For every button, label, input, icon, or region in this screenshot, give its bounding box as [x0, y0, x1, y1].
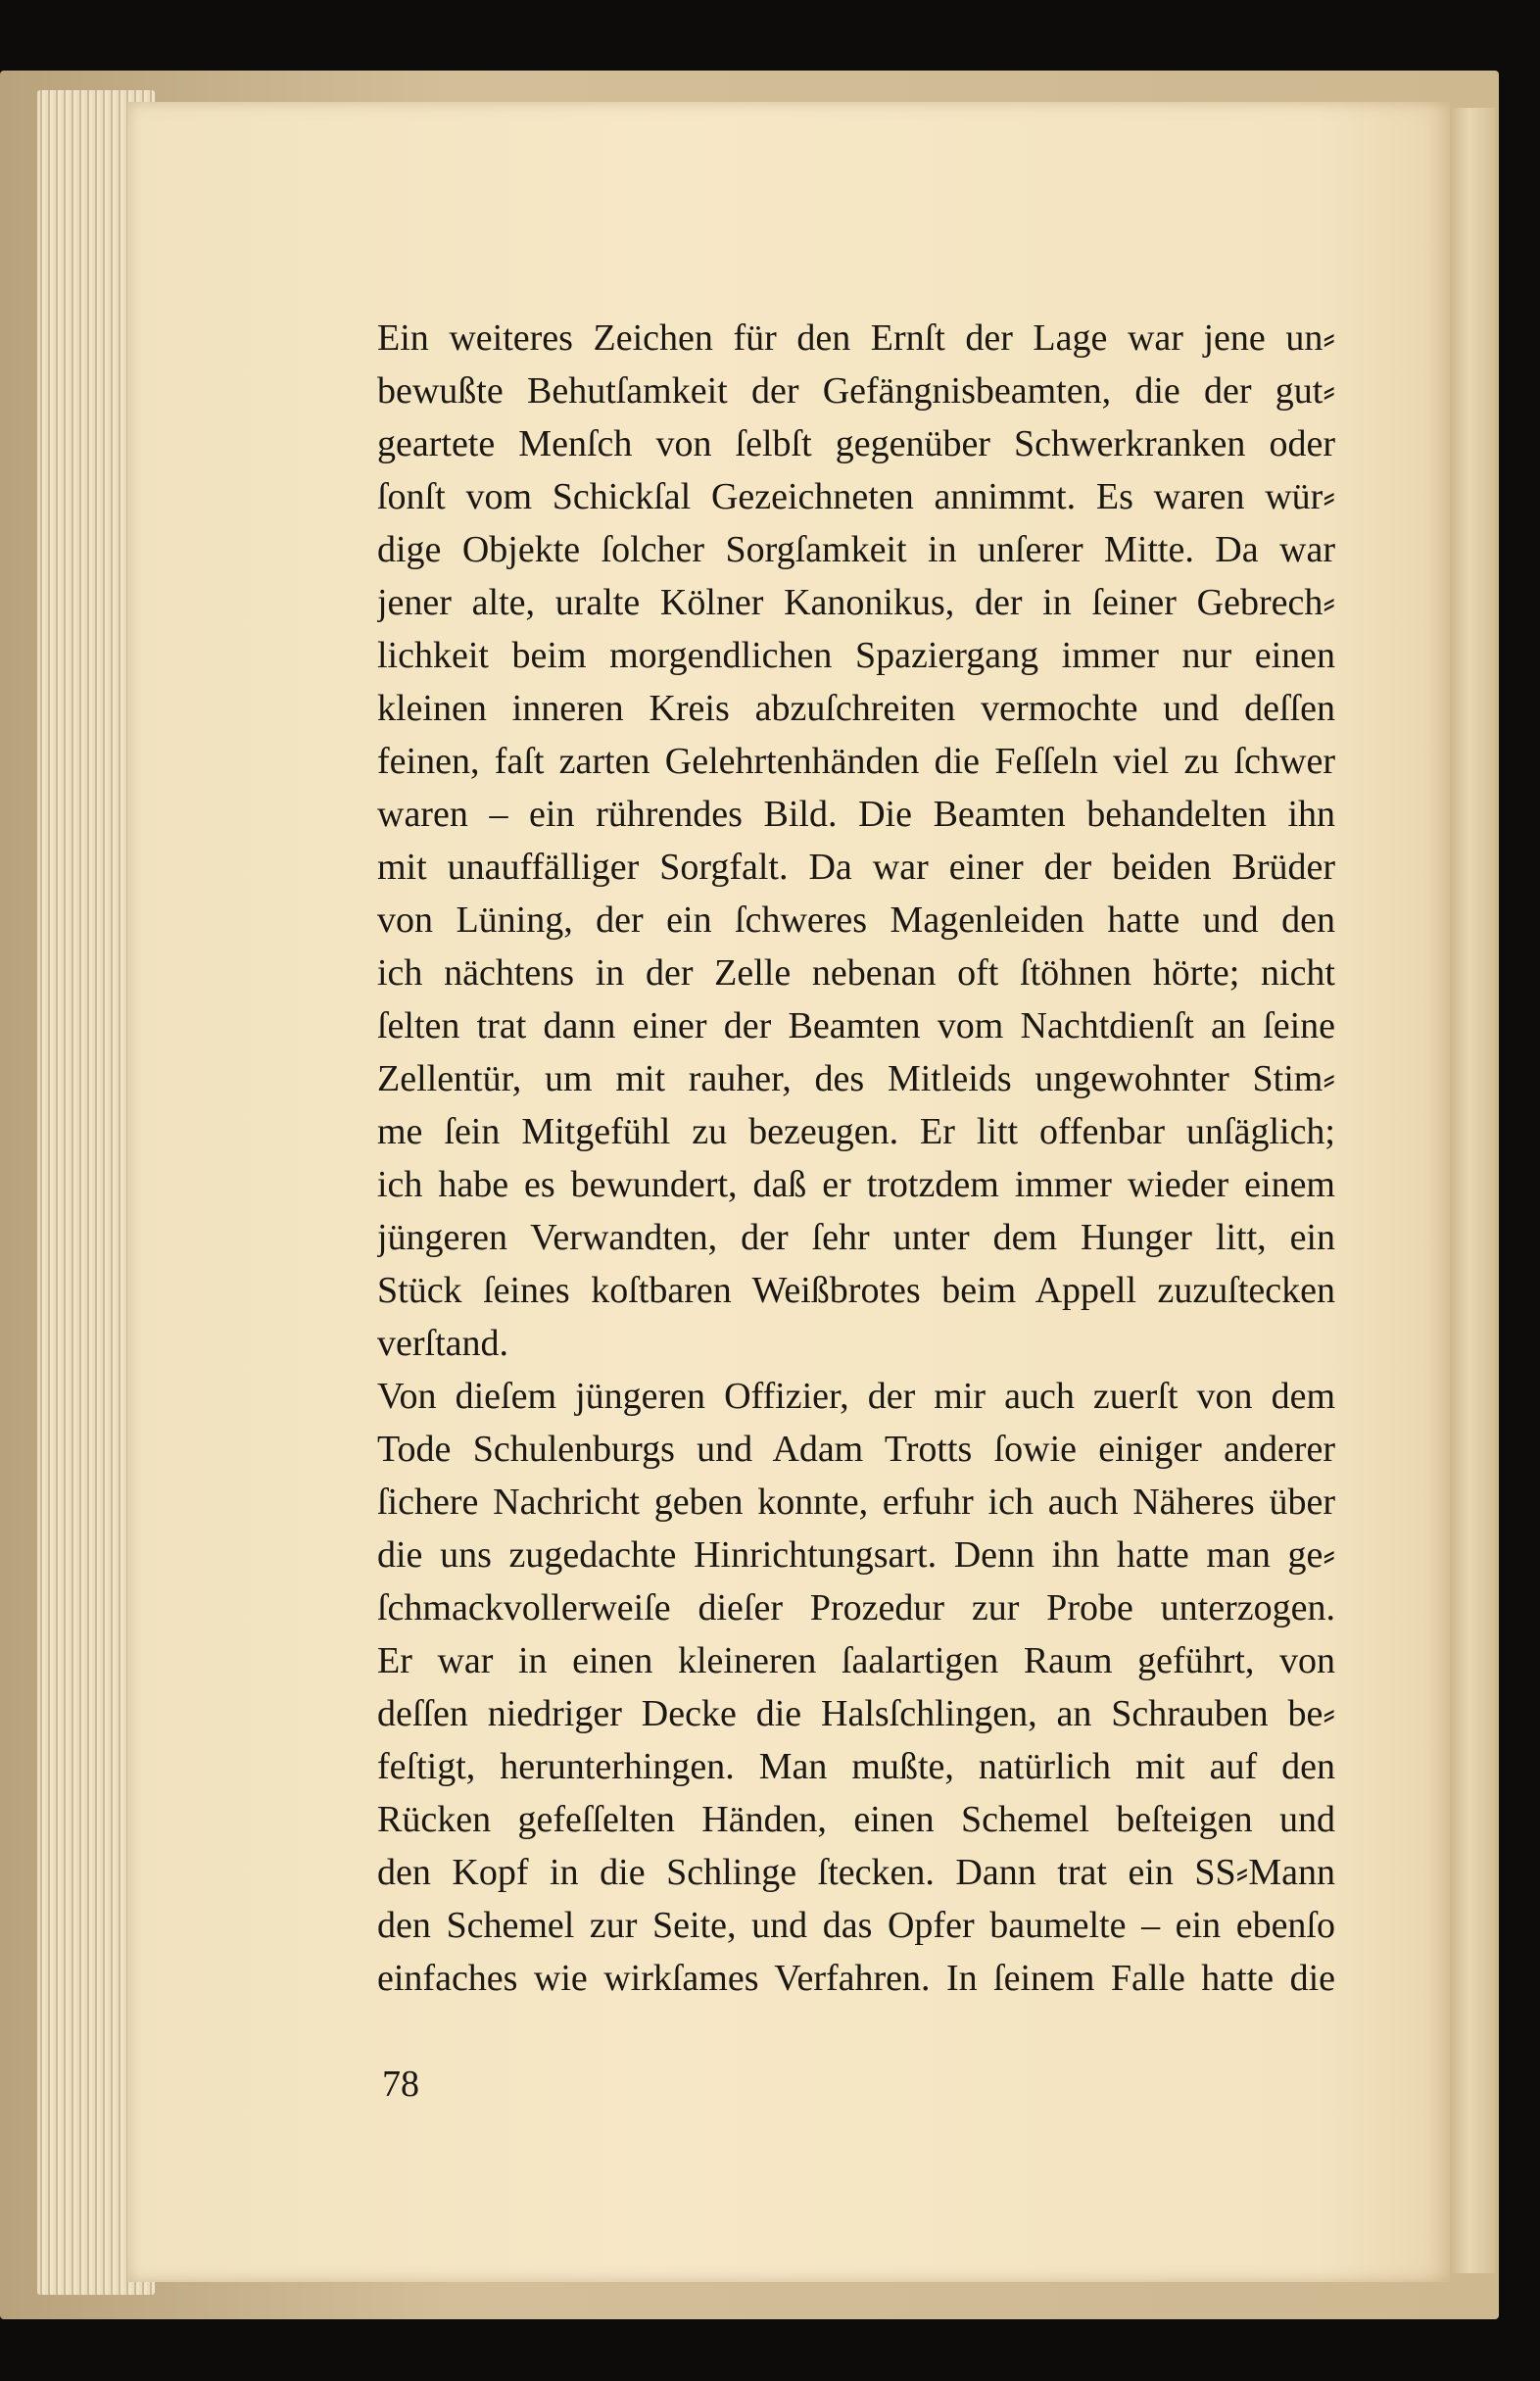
text-line: dige Objekte ſolcher Sorgſamkeit in unſerer Mitte. Da war [377, 529, 1335, 570]
text-line: den Schemel zur Seite, und das Opfer baumelte – ein ebenſo [377, 1905, 1335, 1946]
text-line: jüngeren Verwandten, der ſehr unter dem Hunger litt, ein [377, 1217, 1335, 1258]
text-line: waren – ein rührendes Bild. Die Beamten behandelten ihn [377, 794, 1335, 835]
text-line: ich nächtens in der Zelle nebenan oft ſtöhnen hörte; nicht [377, 952, 1335, 994]
page-number: 78 [382, 2064, 419, 2105]
text-line: die uns zugedachte Hinrichtungsart. Denn ihn hatte man ge⸗ [377, 1534, 1335, 1576]
text-line: bewußte Behutſamkeit der Gefängnisbeamten, die der gut⸗ [377, 370, 1335, 412]
text-line: lichkeit beim morgendlichen Spaziergang immer nur einen [377, 635, 1335, 676]
book-spine-gutter [1448, 108, 1495, 2273]
text-line: jener alte, uralte Kölner Kanonikus, der in ſeiner Gebrech⸗ [377, 582, 1335, 623]
text-line: deſſen niedriger Decke die Halsſchlingen, an Schrauben be⸗ [377, 1693, 1335, 1734]
text-line: Tode Schulenburgs und Adam Trotts ſowie einiger anderer [377, 1429, 1335, 1470]
text-line: ſichere Nachricht geben konnte, erfuhr ich auch Näheres über [377, 1482, 1335, 1523]
text-line: mit unauffälliger Sorgfalt. Da war einer der beiden Brüder [377, 847, 1335, 888]
text-line: den Kopf in die Schlinge ſtecken. Dann trat ein SS⸗Mann [377, 1852, 1335, 1893]
text-line: me ſein Mitgefühl zu bezeugen. Er litt offenbar unſäglich; [377, 1111, 1335, 1152]
text-line: Stück ſeines koſtbaren Weißbrotes beim Appell zuzuſtecken [377, 1270, 1335, 1311]
text-line: Er war in einen kleineren ſaalartigen Raum geführt, von [377, 1640, 1335, 1681]
body-text [377, 312, 1335, 2005]
text-line: feſtigt, herunterhingen. Man mußte, natürlich mit auf den [377, 1746, 1335, 1787]
text-line: von Lüning, der ein ſchweres Magenleiden hatte und den [377, 899, 1335, 941]
text-line: ſelten trat dann einer der Beamten vom Nachtdienſt an ſeine [377, 1005, 1335, 1046]
text-line: ſonſt vom Schickſal Gezeichneten annimmt. Es waren wür⸗ [377, 476, 1335, 517]
text-line: einfaches wie wirkſames Verfahren. In ſeinem Falle hatte die [377, 1958, 1335, 1999]
text-line: Rücken gefeſſelten Händen, einen Schemel beſteigen und [377, 1799, 1335, 1840]
text-line: Ein weiteres Zeichen für den Ernſt der Lage war jene un⸗ [377, 317, 1335, 359]
text-line: ſchmackvollerweiſe dieſer Prozedur zur Probe unterzogen. [377, 1587, 1335, 1628]
text-line: ich habe es bewundert, daß er trotzdem immer wieder einem [377, 1164, 1335, 1205]
text-line: Zellentür, um mit rauher, des Mitleids ungewohnter Stim⸗ [377, 1058, 1335, 1099]
text-line: geartete Menſch von ſelbſt gegenüber Schwerkranken oder [377, 423, 1335, 464]
text-line: feinen, faſt zarten Gelehrtenhänden die Feſſeln viel zu ſchwer [377, 741, 1335, 782]
text-line: Von dieſem jüngeren Offizier, der mir auch zuerſt von dem [377, 1376, 1335, 1417]
text-line: kleinen inneren Kreis abzuſchreiten vermochte und deſſen [377, 688, 1335, 729]
text-line: verſtand. [377, 1323, 509, 1364]
